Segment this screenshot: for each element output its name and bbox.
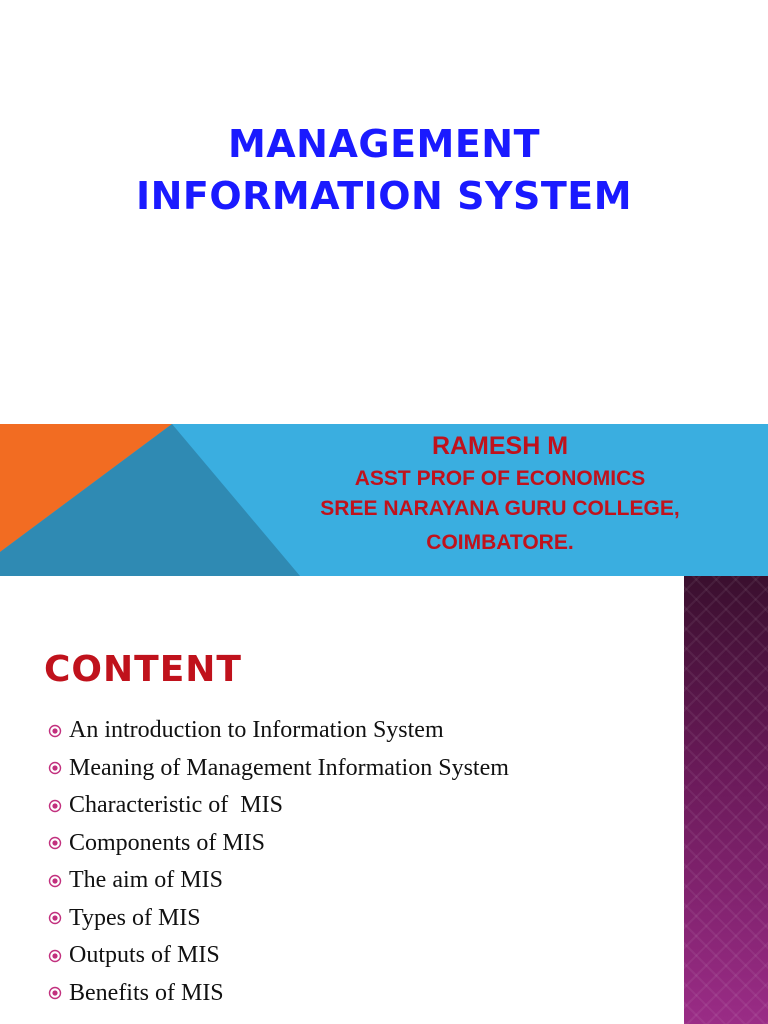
author-title: ASST PROF OF ECONOMICS bbox=[354, 467, 646, 490]
content-heading: CONTENT bbox=[44, 649, 242, 690]
title-line-1: MANAGEMENT bbox=[227, 122, 541, 166]
list-item-text: Types of MIS bbox=[69, 904, 201, 931]
slide-title bbox=[0, 118, 768, 222]
list-item-text: Outputs of MIS bbox=[69, 942, 220, 969]
author-info bbox=[260, 428, 740, 558]
college-name: SREE NARAYANA GURU COLLEGE, bbox=[320, 497, 680, 520]
content-list bbox=[48, 712, 509, 1012]
list-item bbox=[48, 975, 509, 1013]
circled-dot-icon bbox=[48, 874, 62, 888]
content-slide bbox=[0, 576, 768, 1024]
circled-dot-icon bbox=[48, 799, 62, 813]
list-item bbox=[48, 937, 509, 975]
list-item bbox=[48, 862, 509, 900]
list-item bbox=[48, 787, 509, 825]
circled-dot-icon bbox=[48, 949, 62, 963]
list-item-text: Benefits of MIS bbox=[69, 979, 224, 1006]
list-item-text: The aim of MIS bbox=[69, 867, 223, 894]
list-item-text: Characteristic of MIS bbox=[69, 792, 283, 819]
list-item bbox=[48, 712, 509, 750]
circled-dot-icon bbox=[48, 911, 62, 925]
list-item-text: An introduction to Information System bbox=[69, 717, 444, 744]
circled-dot-icon bbox=[48, 761, 62, 775]
purple-sidebar-decoration bbox=[684, 576, 768, 1024]
list-item bbox=[48, 750, 509, 788]
title-line-2: INFORMATION SYSTEM bbox=[135, 174, 633, 218]
author-name: RAMESH M bbox=[431, 432, 569, 460]
list-item-text: Components of MIS bbox=[69, 829, 266, 856]
list-item bbox=[48, 825, 509, 863]
list-item-text: Meaning of Management Information System bbox=[69, 754, 509, 781]
circled-dot-icon bbox=[48, 724, 62, 738]
circled-dot-icon bbox=[48, 836, 62, 850]
list-item bbox=[48, 900, 509, 938]
college-city: COIMBATORE. bbox=[426, 531, 574, 554]
circled-dot-icon bbox=[48, 986, 62, 1000]
